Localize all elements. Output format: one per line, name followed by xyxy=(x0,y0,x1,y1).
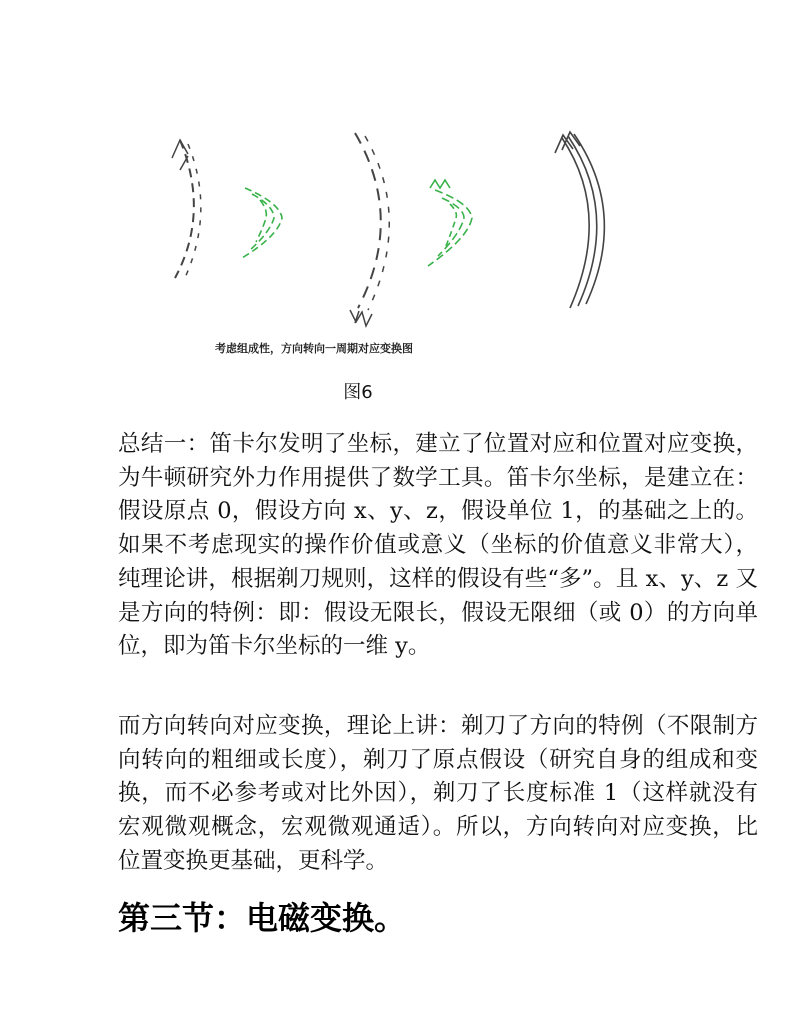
paragraph-summary: 总结一：笛卡尔发明了坐标，建立了位置对应和位置对应变换，为牛顿研究外力作用提供了数学工具。笛卡尔坐标，是建立在：假设原点 0，假设方向 x、y、z，假设单位 1，的基础之上的。如果不考虑现实的操作价值或意义（坐标的价值意义非常大），纯理论讲，根据剃刀规则，这样的假设有些“多”。且 x、y、z 又是方向的特例：即：假设无限长，假设无限细（或 0）的方向单位，即为笛卡尔坐标的一维 y。 xyxy=(118,431,758,660)
dashed-dark-arc-1 xyxy=(172,140,201,282)
paragraph-direction-transform: 而方向转向对应变换，理论上讲：剃刀了方向的特例（不限制方向转向的粗细或长度），剃刀了原点假设（研究自身的组成和变换，而不必参考或对比外因），剃刀了长度标准 1（这样就没有宏观微观概念，宏观微观通适）。所以，方向转向对应变换，比位置变换更基础，更科学。 xyxy=(118,713,758,874)
dashed-dark-arc-2 xyxy=(350,133,389,326)
green-chevron-1 xyxy=(242,188,282,258)
section-heading: 第三节：电磁变换。 xyxy=(118,899,407,937)
figure-6-illustration xyxy=(150,118,650,358)
figure-caption: 考虑组成性，方向转向一周期对应变换图 xyxy=(215,342,413,355)
green-chevron-2 xyxy=(428,180,472,266)
solid-dark-arc-3 xyxy=(555,132,604,308)
direction-turning-diagram xyxy=(150,118,650,358)
figure-label: 图6 xyxy=(343,382,373,403)
